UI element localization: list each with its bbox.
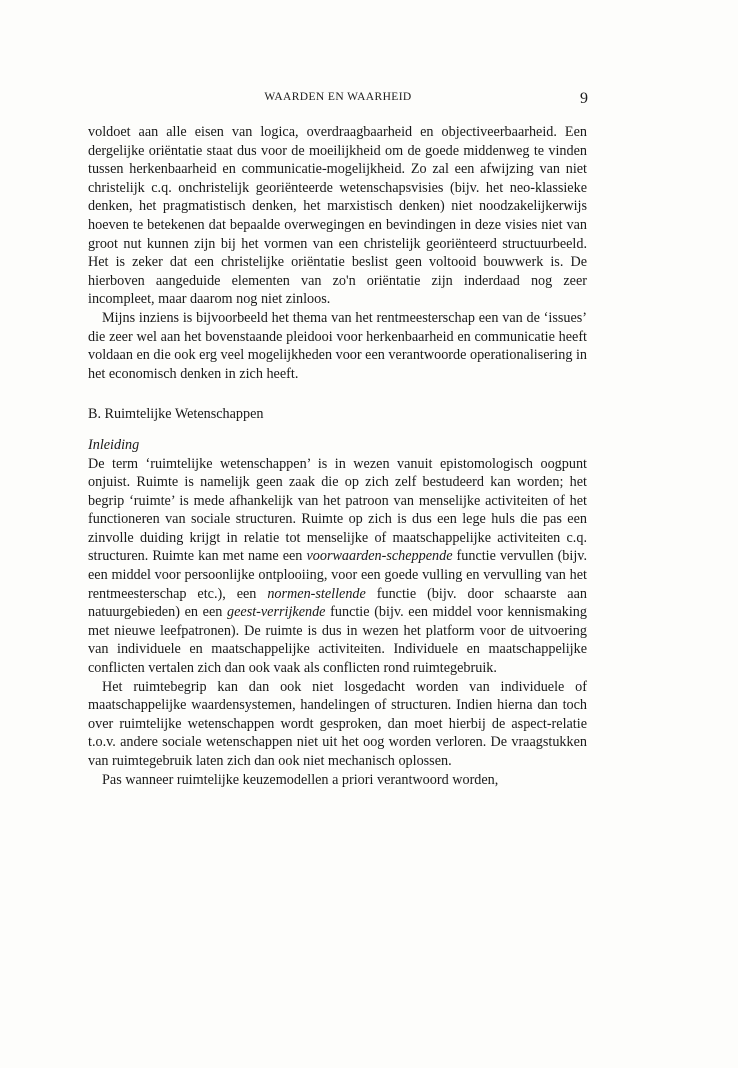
body-text: [88, 123, 587, 789]
running-title: WAARDEN EN WAARHEID: [264, 91, 412, 103]
text-run: functie (bijv. een middel voor kennismaking met nieuwe leefpatronen). De ruimte is dus in wezen het platform voor de uitvoering van individuele en maatschappelijke activiteiten. Individuele en maatschappelijke conflicten vertalen zich dan ook vaak als conflicten rond ruimtegebruik.: [88, 604, 587, 677]
paragraph-ruimtebegrip: Het ruimtebegrip kan dan ook niet losgedacht worden van individuele of maatschappelijke waardensystemen, handelingen of structuren. Indien hierna dan toch over ruimtelijke wetenschappen wordt gesproken, dan moet hierbij de aspect-relatie t.o.v. andere sociale wetenschappen niet uit het oog worden verloren. De vraagstukken van ruimtegebruik laten zich dan ook niet mechanisch oplossen.: [88, 678, 587, 769]
page-number: 9: [580, 90, 588, 107]
paragraph-ruimte-definition: [88, 455, 587, 678]
running-head: [88, 91, 588, 111]
subsection-heading: Inleiding: [88, 436, 140, 453]
section-heading: B. Ruimtelijke Wetenschappen: [88, 406, 264, 423]
paragraph-rentmeesterschap: Mijns inziens is bijvoorbeeld het thema van het rentmeesterschap een van de ‘issues’ die zeer wel aan het bovenstaande pleidooi voor herkenbaarheid en communicatie heeft voldaan en die ook erg veel mogelijkheden voor een verantwoorde operationalisering in het economisch denken in zich heeft.: [88, 309, 587, 382]
paragraph-keuzemodellen: Pas wanneer ruimtelijke keuzemodellen a priori verantwoord worden,: [102, 771, 499, 788]
text-run: functie (bijv. door schaarste aan natuurgebieden) en een: [88, 585, 587, 621]
emphasis-geest: geest-verrijkende: [227, 604, 326, 621]
paragraph-continuation: voldoet aan alle eisen van logica, overdraagbaarheid en objectiveerbaarheid. Een dergelijke oriëntatie staat dus voor de moeilijkheid om de goede middenweg te vinden tussen herkenbaarheid en communicatie-mogelijkheid. Zo zal een afwijzing van niet christelijk c.q. onchristelijk georiënteerde wetenschapsvisies (bijv. het neo-klassieke denken, het pragmatistisch denken, het marxistisch denken) niet noodzakelijkerwijs hoeven te betekenen dat bepaalde overwegingen en bevindingen in deze visies niet van groot nut kunnen zijn bij het vormen van een christelijk georiënteerd structuurbeeld. Het is zeker dat een christelijke oriëntatie beslist geen voltooid bouwwerk is. De hierboven aangeduide elementen van zo'n oriëntatie zijn inderdaad nog zeer incompleet, maar daarom nog niet zinloos.: [88, 124, 587, 308]
emphasis-voorwaarden: voorwaarden-scheppende: [306, 548, 453, 565]
emphasis-normen: normen-stellende: [267, 585, 366, 602]
text-run: functie vervullen (bijv. een middel voor persoonlijke ontplooiing, voor een goede vulling en vervulling van het rentmeesterschap etc.), een: [88, 548, 587, 602]
text-run: De term ‘ruimtelijke wetenschappen’ is in wezen vanuit epistomologisch oogpunt onjuist. Ruimte is namelijk geen zaak die op zich zelf bestudeerd kan worden; het begrip ‘ruimte’ is mede afhankelijk van het patroon van menselijke activiteiten of het functioneren van sociale structuren. Ruimte op zich is dus een lege huls die pas een zinvolle duiding krijgt in relatie tot menselijke of maatschappelijke activiteiten c.q. structuren. Ruimte kan met name een: [88, 455, 587, 565]
